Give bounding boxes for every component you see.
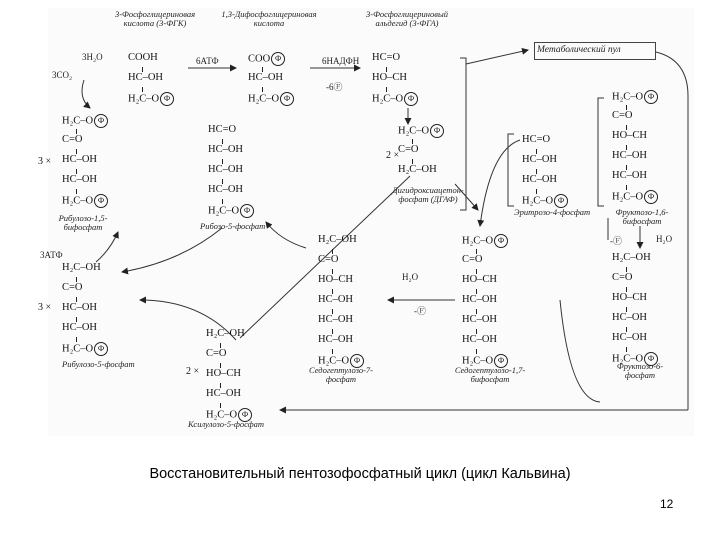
molecule-sedobp xyxy=(462,234,508,369)
phosphate-icon: Ф xyxy=(280,92,294,106)
phosphate-icon: Ф xyxy=(554,194,568,208)
molecule-row: C=O xyxy=(612,110,633,121)
molecule-row: HC–OH xyxy=(318,294,354,305)
molecule-row: HO–CH xyxy=(612,292,648,303)
arrow-to-pool xyxy=(466,50,528,64)
molecule-gap xyxy=(372,52,418,107)
molecule-row: H₂C–O Ф xyxy=(462,354,508,369)
phosphate-icon: Ф xyxy=(404,92,418,106)
molecule-row: HO–CH xyxy=(612,130,648,141)
molecule-row: C=O xyxy=(62,134,83,145)
molecule-row: HC–OH xyxy=(208,144,244,155)
molecule-row: H₂C–O Ф xyxy=(612,190,658,205)
reagent-nadph: 6НАДФН xyxy=(322,56,360,66)
label-dhap: Дигидроксиацетон-фосфат (ДГАФ) xyxy=(392,185,464,204)
reagent-atp3: 3АТФ xyxy=(40,250,63,260)
molecule-row: H₂C–OH xyxy=(206,328,245,339)
molecule-row: H₂C–O Ф xyxy=(62,342,108,357)
phosphate-icon: Ф xyxy=(94,342,108,356)
phosphate-icon: Ф xyxy=(430,124,444,138)
molecule-row: COOH xyxy=(128,52,158,63)
phosphate-icon: Ф xyxy=(160,92,174,106)
arrow-ribulose-rubp xyxy=(96,232,118,262)
phosphate-icon: Ф xyxy=(644,90,658,104)
molecule-e4p xyxy=(522,134,568,209)
molecule-row: H₂C–O Ф xyxy=(248,92,294,107)
molecule-row: HC–OH xyxy=(522,174,558,185)
phosphate-icon: Ф xyxy=(644,352,658,366)
molecule-row: HC–OH xyxy=(128,72,164,83)
molecule-row: HO–CH xyxy=(206,368,242,379)
molecule-row: HC–OH xyxy=(462,314,498,325)
metabolic-pool-box xyxy=(534,42,656,60)
molecule-row: HC–OH xyxy=(612,150,648,161)
reagent-h2o: 3H₂O xyxy=(82,52,103,62)
reagent-co2: 3CO₂ xyxy=(52,70,73,80)
molecule-ribulose-bp xyxy=(62,114,108,209)
multiplier-2x-xu5p: 2 × xyxy=(186,366,200,377)
arrow-co2-in xyxy=(82,80,90,108)
molecule-row: C=O xyxy=(612,272,633,283)
molecule-row: HC–OH xyxy=(62,154,98,165)
phosphate-icon: Ф xyxy=(240,204,254,218)
reagent-minus-p6: -6Ⓕ xyxy=(326,82,343,92)
molecule-fbp xyxy=(612,90,658,205)
molecule-row: H₂C–OH xyxy=(398,164,437,175)
reagent-h2o-3: H₂O xyxy=(656,234,673,244)
phosphate-icon: Ф xyxy=(644,190,658,204)
multiplier-3x-ru5p: 3 × xyxy=(38,302,52,313)
molecule-row: HC–OH xyxy=(522,154,558,165)
multiplier-3x-rubp: 3 × xyxy=(38,156,52,167)
label-s7p: Седогептулозо-7-фосфат xyxy=(309,365,373,384)
label-rubp: Рибулозо-1,5-бифосфат xyxy=(58,213,108,232)
molecule-row: H₂C–O Ф xyxy=(462,234,508,249)
molecule-sedo7p xyxy=(318,234,364,369)
phosphate-icon: Ф xyxy=(494,234,508,248)
phosphate-icon: Ф xyxy=(494,354,508,368)
label-e4p: Эритрозо-4-фосфат xyxy=(514,207,591,217)
molecule-row: H₂C–O Ф xyxy=(612,90,658,105)
molecule-row: H₂C–OH xyxy=(612,252,651,263)
phosphate-icon: Ф xyxy=(94,194,108,208)
molecule-row: HC–OH xyxy=(62,302,98,313)
phosphate-icon: Ф xyxy=(350,354,364,368)
molecule-row: HC–OH xyxy=(612,312,648,323)
label-ru5p: Рибулозо-5-фосфат xyxy=(62,359,135,369)
molecule-row: H₂C–O Ф xyxy=(62,194,108,209)
molecule-row: HC–OH xyxy=(318,334,354,345)
molecule-row: HC–OH xyxy=(206,388,242,399)
molecule-row: H₂C–O Ф xyxy=(612,352,658,367)
molecule-row: HC=O xyxy=(522,134,551,145)
molecule-row: HC=O xyxy=(208,124,237,135)
page-number: 12 xyxy=(660,497,674,511)
reagent-minus-p-a: -Ⓕ xyxy=(414,306,426,316)
molecule-row: COO Ф xyxy=(248,52,294,67)
molecule-row: C=O xyxy=(318,254,339,265)
molecule-row: H₂C–O Ф xyxy=(208,204,254,219)
molecule-row: HC–OH xyxy=(612,332,648,343)
molecule-row: H₂C–O Ф xyxy=(522,194,568,209)
phosphate-icon: Ф xyxy=(271,52,285,66)
molecule-row: HC–OH xyxy=(208,184,244,195)
molecule-ribose5p xyxy=(208,124,254,219)
molecule-xylulose5p xyxy=(206,328,252,423)
molecule-f6p xyxy=(612,252,658,367)
molecule-row: HC–OH xyxy=(612,170,648,181)
molecule-row: H₂C–O Ф xyxy=(372,92,418,107)
molecule-row: HO–CH xyxy=(372,72,408,83)
molecule-row: HC–OH xyxy=(248,72,284,83)
arrow-ribose-ribulose xyxy=(122,228,222,272)
label-gap: 3-Фосфоглицериновый альдегид (3-ФГА) xyxy=(366,9,448,28)
label-fbp: Фруктозо-1,6-бифосфат xyxy=(615,207,669,226)
molecule-row: HO–CH xyxy=(318,274,354,285)
label-xu5p: Ксилулозо-5-фосфат xyxy=(188,419,265,429)
molecule-row: C=O xyxy=(398,144,419,155)
molecule-row: H₂C–O Ф xyxy=(206,408,252,423)
molecule-bpg xyxy=(248,52,294,107)
label-pga: 3-Фосфоглицериновая кислота (3-ФГК) xyxy=(114,9,196,28)
molecule-row: C=O xyxy=(62,282,83,293)
multiplier-2x-dhap: 2 × xyxy=(386,150,400,161)
label-sbp: Седогептулозо-1,7-бифосфат xyxy=(454,365,526,384)
metabolic-pool-label: Метаболический пул xyxy=(537,45,621,55)
label-f6p: Фруктозо-6-фосфат xyxy=(616,361,664,380)
molecule-row: HC–OH xyxy=(62,174,98,185)
reagent-minus-p-b: -Ⓕ xyxy=(610,236,622,246)
molecule-row: H₂C–O Ф xyxy=(398,124,444,139)
arrow-f6p-xylulose xyxy=(560,300,600,402)
slide-caption: Восстановительный пентозофосфатный цикл (цикл Кальвина) xyxy=(149,466,571,482)
molecule-row: HC–OH xyxy=(62,322,98,333)
molecule-row: HC–OH xyxy=(208,164,244,175)
bracket-fbp xyxy=(598,98,604,206)
molecule-row: HC=O xyxy=(372,52,401,63)
molecule-row: H₂C–O Ф xyxy=(318,354,364,369)
reagent-h2o-2: H₂O xyxy=(402,272,419,282)
molecule-row: HO–CH xyxy=(462,274,498,285)
molecule-row: HC–OH xyxy=(462,334,498,345)
molecule-row: C=O xyxy=(206,348,227,359)
arrow-pool-right xyxy=(656,52,688,410)
molecule-row: H₂C–O Ф xyxy=(62,114,108,129)
molecule-row: H₂C–OH xyxy=(318,234,357,245)
phosphate-icon: Ф xyxy=(94,114,108,128)
molecule-row: HC–OH xyxy=(462,294,498,305)
molecule-dhap xyxy=(398,124,444,179)
molecule-row: HC–OH xyxy=(318,314,354,325)
molecule-ribulose5p xyxy=(62,262,108,357)
molecule-pga xyxy=(128,52,174,107)
molecule-row: H₂C–O Ф xyxy=(128,92,174,107)
molecule-row: C=O xyxy=(462,254,483,265)
phosphate-icon: Ф xyxy=(238,408,252,422)
molecule-row: H₂C–OH xyxy=(62,262,101,273)
label-r5p: Рибозо-5-фосфат xyxy=(200,221,266,231)
reagent-atp: 6АТФ xyxy=(196,56,219,66)
arrow-sedo7p-ribose xyxy=(266,222,306,248)
label-bpg: 1,3-Дифосфоглицериновая кислота xyxy=(221,9,317,28)
